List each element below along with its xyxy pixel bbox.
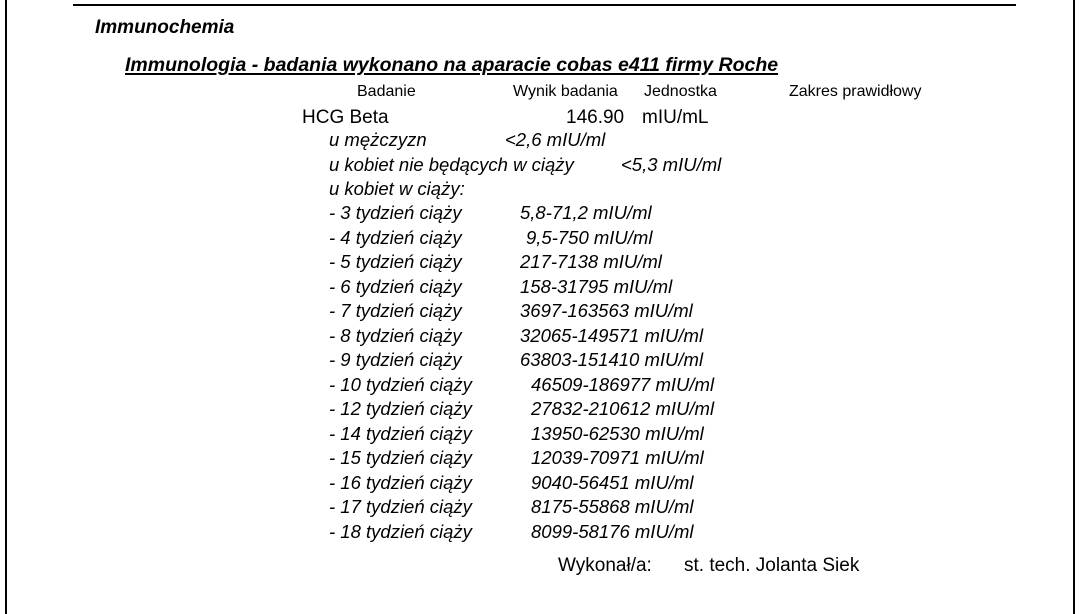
week-label: - 12 tydzień ciąży (329, 398, 472, 419)
week-range-value: 32065-149571 mIU/ml (520, 325, 704, 346)
ref-nonpregnant-label: u kobiet nie będących w ciąży (329, 154, 574, 175)
page-border-right (1073, 0, 1075, 614)
week-range-value: 5,8-71,2 mIU/ml (520, 202, 652, 223)
ref-pregnant-label: u kobiet w ciąży: (329, 178, 465, 199)
test-name: HCG Beta (302, 107, 389, 128)
week-label: - 15 tydzień ciąży (329, 447, 472, 468)
top-divider (73, 4, 1016, 6)
week-label: - 17 tydzień ciąży (329, 496, 472, 517)
week-range-value: 13950-62530 mIU/ml (531, 423, 704, 444)
ref-men-value: <2,6 mIU/ml (505, 129, 606, 150)
test-value: 146.90 (566, 107, 625, 128)
week-range-value: 217-7138 mIU/ml (520, 251, 662, 272)
week-range-value: 63803-151410 mIU/ml (520, 349, 704, 370)
header-unit: Jednostka (644, 83, 717, 100)
week-label: - 5 tydzień ciąży (329, 251, 462, 272)
week-label: - 3 tydzień ciąży (329, 202, 462, 223)
week-label: - 4 tydzień ciąży (329, 227, 462, 248)
week-label: - 16 tydzień ciąży (329, 472, 472, 493)
week-label: - 10 tydzień ciąży (329, 374, 472, 395)
week-range-value: 46509-186977 mIU/ml (531, 374, 715, 395)
week-range-value: 8099-58176 mIU/ml (531, 521, 694, 542)
week-range-value: 8175-55868 mIU/ml (531, 496, 694, 517)
week-range-value: 27832-210612 mIU/ml (531, 398, 715, 419)
week-range-value: 9,5-750 mIU/ml (526, 227, 653, 248)
test-unit: mIU/mL (642, 107, 709, 128)
performed-by-label: Wykonał/a: (558, 555, 652, 576)
performed-by-name: st. tech. Jolanta Siek (684, 555, 860, 576)
header-result: Wynik badania (513, 83, 618, 100)
section-title: Immunochemia (95, 17, 235, 38)
week-range-value: 158-31795 mIU/ml (520, 276, 673, 297)
week-label: - 18 tydzień ciąży (329, 521, 472, 542)
week-range-value: 12039-70971 mIU/ml (531, 447, 704, 468)
header-range: Zakres prawidłowy (789, 83, 922, 100)
week-range-value: 3697-163563 mIU/ml (520, 300, 693, 321)
subsection-title: Immunologia - badania wykonano na aparacie cobas e411 firmy Roche (125, 54, 779, 76)
week-label: - 14 tydzień ciąży (329, 423, 472, 444)
week-label: - 9 tydzień ciąży (329, 349, 462, 370)
ref-men-label: u mężczyzn (329, 129, 427, 150)
page-border-left (5, 0, 7, 614)
header-test: Badanie (357, 83, 416, 100)
week-label: - 7 tydzień ciąży (329, 300, 462, 321)
ref-nonpregnant-value: <5,3 mIU/ml (621, 154, 722, 175)
week-range-value: 9040-56451 mIU/ml (531, 472, 694, 493)
week-label: - 6 tydzień ciąży (329, 276, 462, 297)
week-label: - 8 tydzień ciąży (329, 325, 462, 346)
